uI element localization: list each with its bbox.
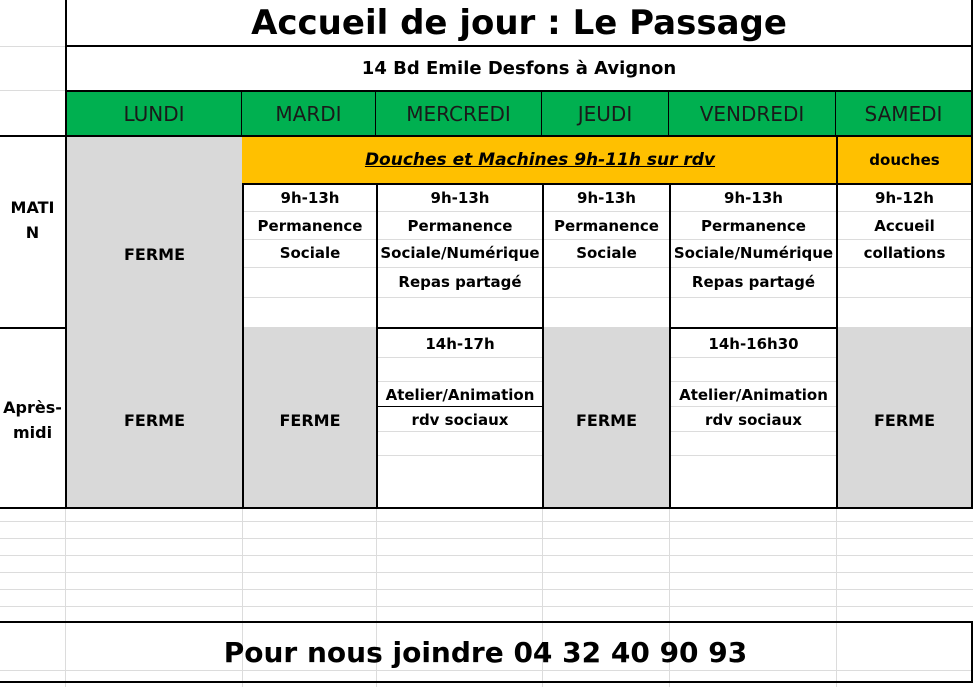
activity-line: Sociale/Numérique (673, 244, 834, 262)
day-header-mardi[interactable] (242, 92, 376, 135)
activity-line: Repas partagé (691, 273, 816, 291)
day-label: MARDI (275, 101, 342, 126)
activity-line: Sociale/Numérique (380, 244, 540, 262)
day-label: LUNDI (123, 101, 185, 126)
closed-label: FERME (279, 410, 341, 430)
banner-text: Douches et Machines 9h-11h sur rdv (364, 150, 716, 170)
day-header-samedi[interactable] (836, 92, 971, 135)
time-slot: 9h-13h (577, 189, 636, 207)
footer-phone-cell[interactable] (0, 621, 973, 683)
day-label: SAMEDI (864, 101, 943, 126)
activity-line: rdv sociaux (411, 411, 509, 429)
closed-label: FERME (575, 410, 638, 430)
time-slot: 9h-13h (280, 189, 340, 207)
day-label: MERCREDI (406, 101, 511, 126)
page-title: Accueil de jour : Le Passage (251, 2, 787, 43)
matin-label-cell[interactable] (0, 135, 67, 329)
activity-line: Sociale (576, 244, 637, 262)
mardi-afternoon-cell[interactable] (242, 327, 378, 509)
closed-label: FERME (873, 410, 936, 430)
mercredi-morning-cell[interactable] (376, 183, 544, 329)
activity-line: Permanence (701, 217, 806, 235)
day-label: JEUDI (577, 101, 633, 126)
banner-samedi-text: douches (869, 151, 940, 169)
jeudi-morning-cell[interactable] (542, 183, 671, 329)
day-header-mercredi[interactable] (376, 92, 542, 135)
matin-label: MATI N (10, 198, 55, 242)
day-header-vendredi[interactable] (669, 92, 836, 135)
mardi-morning-cell[interactable] (242, 183, 378, 329)
closed-label: FERME (123, 244, 186, 264)
address-text: 14 Bd Emile Desfons à Avignon (361, 57, 677, 79)
time-slot: 14h-17h (425, 335, 495, 353)
time-slot: 9h-13h (724, 189, 783, 207)
samedi-morning-cell[interactable] (836, 183, 973, 329)
vendredi-afternoon-cell[interactable] (669, 327, 838, 509)
activity-line: rdv sociaux (705, 411, 802, 429)
activity-line: Repas partagé (398, 273, 522, 291)
apres-midi-label: Après- midi (3, 398, 62, 442)
day-header-lundi[interactable] (67, 92, 242, 135)
banner-douches-machines[interactable] (242, 135, 838, 185)
samedi-afternoon-cell[interactable] (836, 327, 973, 509)
closed-label: FERME (123, 410, 186, 430)
address-cell[interactable] (65, 45, 973, 91)
time-slot: 9h-12h (875, 189, 934, 207)
vendredi-morning-cell[interactable] (669, 183, 838, 329)
title-cell[interactable] (65, 0, 973, 47)
activity-line: Permanence (554, 217, 659, 235)
mercredi-afternoon-cell[interactable] (376, 327, 544, 509)
time-slot: 9h-13h (430, 189, 490, 207)
activity-line: Atelier/Animation (679, 386, 828, 404)
activity-line: Accueil (874, 217, 935, 235)
apres-midi-label-cell[interactable] (0, 327, 67, 509)
day-label: VENDREDI (699, 101, 805, 126)
activity-line: Permanence (257, 217, 363, 235)
activity-line: Sociale (279, 244, 341, 262)
activity-line: collations (863, 244, 946, 262)
phone-text: Pour nous joindre 04 32 40 90 93 (223, 635, 748, 669)
activity-line: Atelier/Animation (385, 386, 535, 404)
banner-samedi-douches[interactable] (836, 135, 973, 185)
activity-line: Permanence (407, 217, 513, 235)
time-slot: 14h-16h30 (708, 335, 799, 353)
lundi-afternoon-cell[interactable] (65, 327, 244, 509)
jeudi-afternoon-cell[interactable] (542, 327, 671, 509)
day-header-jeudi[interactable] (542, 92, 669, 135)
lundi-morning-cell[interactable] (65, 135, 244, 329)
